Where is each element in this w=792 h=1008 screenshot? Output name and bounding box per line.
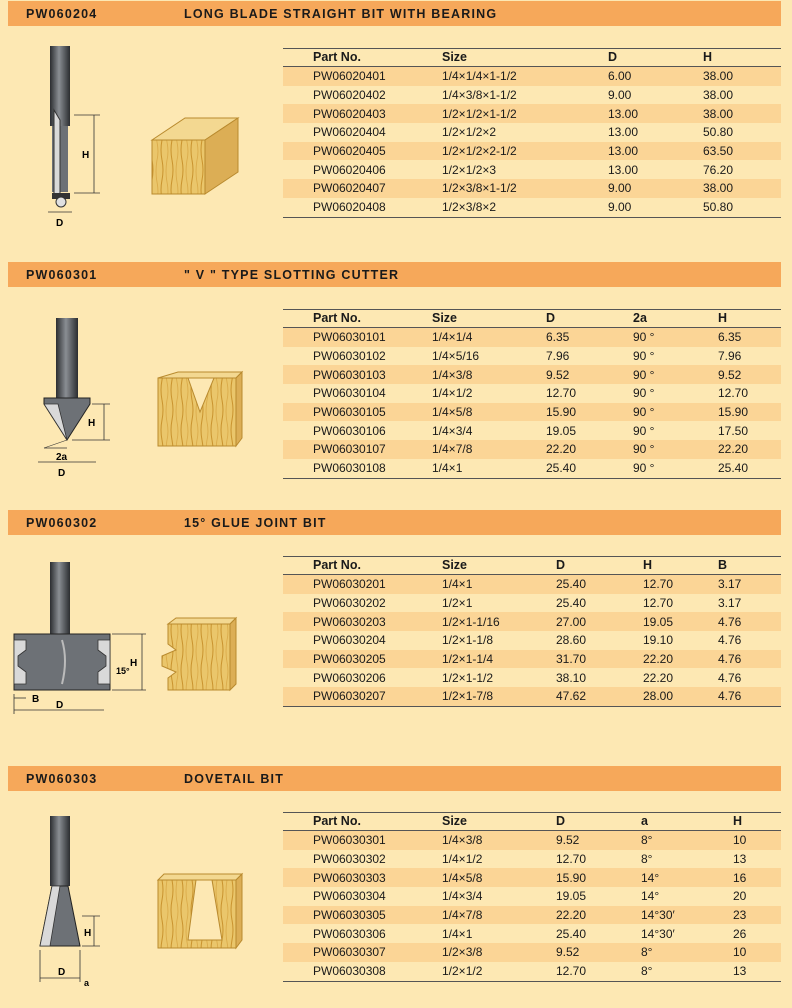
spec-cell: 12.70 <box>556 962 641 981</box>
spec-cell: 25.40 <box>718 459 781 478</box>
spec-cell: 16 <box>733 868 781 887</box>
spec-cell: 38.00 <box>703 179 781 198</box>
part-number-cell: PW06020403 <box>283 104 442 123</box>
spec-cell: 1/4×7/8 <box>442 906 556 925</box>
part-number-cell: PW06030301 <box>283 831 442 850</box>
column-header: Size <box>442 813 556 831</box>
part-number-cell: PW06030106 <box>313 423 386 438</box>
spec-cell: 6.35 <box>546 328 633 347</box>
dimension-d-label: D <box>56 700 64 711</box>
spec-cell: 1/2×1-1/2 <box>442 670 494 685</box>
spec-table-pw060303 <box>283 812 781 982</box>
part-number-cell: PW06030205 <box>283 650 442 669</box>
spec-cell: 22.20 <box>643 650 718 669</box>
spec-cell: 1/4×1 <box>432 459 546 478</box>
spec-cell: 6.00 <box>608 67 703 86</box>
spec-cell: 90 ° <box>633 440 718 459</box>
column-header: D <box>608 49 703 67</box>
table-row <box>283 962 781 981</box>
spec-cell: 63.50 <box>703 142 781 161</box>
spec-cell: 14°30′ <box>641 906 733 925</box>
spec-cell: 14° <box>641 889 660 904</box>
spec-cell: 9.00 <box>608 179 703 198</box>
spec-cell: 14°30′ <box>641 926 675 941</box>
spec-cell: 8° <box>641 962 733 981</box>
part-number-cell: PW06020402 <box>313 88 386 103</box>
part-number-cell: PW06030103 <box>283 365 432 384</box>
spec-cell: 25.40 <box>556 926 587 941</box>
part-number-cell: PW06020408 <box>283 198 442 217</box>
spec-cell: 4.76 <box>718 650 781 669</box>
spec-cell: 13.00 <box>608 104 703 123</box>
spec-cell: 90 ° <box>633 349 655 364</box>
spec-cell: 4.76 <box>718 633 742 648</box>
dimension-h-label: H <box>84 928 92 939</box>
spec-cell: 9.00 <box>608 198 703 217</box>
spec-cell: 19.05 <box>546 423 577 438</box>
section-title: LONG BLADE STRAIGHT BIT WITH BEARING <box>184 7 498 21</box>
column-header: H <box>733 813 781 831</box>
spec-cell: 1/4×3/8 <box>432 365 546 384</box>
spec-cell: 4.76 <box>718 687 781 706</box>
part-number-cell: PW06030204 <box>313 633 386 648</box>
spec-cell: 25.40 <box>556 575 643 594</box>
spec-cell: 15.90 <box>718 403 781 422</box>
spec-cell: 3.17 <box>718 575 781 594</box>
spec-cell: 8° <box>641 831 733 850</box>
spec-cell: 9.52 <box>546 365 633 384</box>
dimension-h-label: H <box>82 150 90 161</box>
spec-cell: 15.90 <box>556 868 641 887</box>
spec-cell: 28.00 <box>643 687 718 706</box>
spec-cell: 90 ° <box>633 403 718 422</box>
spec-cell: 25.40 <box>546 459 633 478</box>
spec-cell: 1/2×1/2 <box>442 962 556 981</box>
column-header: Size <box>442 49 608 67</box>
part-number-cell: PW06030203 <box>283 612 442 631</box>
part-number-cell: PW06030305 <box>283 906 442 925</box>
dovetail-bit-diagram <box>0 0 260 1008</box>
spec-cell: 1/4×3/8 <box>442 831 556 850</box>
spec-cell: 3.17 <box>718 596 742 611</box>
spec-cell: 9.52 <box>556 831 641 850</box>
spec-cell: 1/4×5/8 <box>442 868 556 887</box>
spec-cell: 4.76 <box>718 612 781 631</box>
spec-cell: 1/4×1/4×1-1/2 <box>442 67 608 86</box>
spec-cell: 12.70 <box>556 852 587 867</box>
column-header: D <box>556 557 643 575</box>
table-body <box>283 831 781 982</box>
spec-cell: 1/2×1/2×2 <box>442 125 497 140</box>
section-code: PW060204 <box>26 7 98 21</box>
spec-cell: 12.70 <box>643 575 718 594</box>
spec-cell: 1/4×5/16 <box>432 349 480 364</box>
part-number-cell: PW06030308 <box>283 962 442 981</box>
spec-cell: 1/2×1-7/8 <box>442 687 556 706</box>
dimension-d-label: D <box>58 967 66 978</box>
part-number-cell: PW06030202 <box>313 596 386 611</box>
spec-cell: 27.00 <box>556 612 643 631</box>
column-header: Size <box>432 310 546 328</box>
table-row <box>283 943 781 962</box>
wood-block-dovetail <box>158 880 236 948</box>
spec-cell: 7.96 <box>718 349 742 364</box>
spec-cell: 50.80 <box>703 198 781 217</box>
dimension-d-label: D <box>58 468 66 479</box>
table-row <box>283 850 781 869</box>
spec-cell: 1/2×1-1/16 <box>442 612 556 631</box>
part-number-cell: PW06030302 <box>313 852 386 867</box>
dimension-a-label: a <box>84 978 90 988</box>
column-header: B <box>718 557 781 575</box>
spec-cell: 20 <box>733 889 747 904</box>
spec-cell: 1/4×1/2 <box>432 386 473 401</box>
table-row <box>283 868 781 887</box>
section-code: PW060302 <box>26 516 98 530</box>
table-row <box>283 924 781 943</box>
spec-cell: 90 ° <box>633 459 718 478</box>
table-row <box>283 887 781 906</box>
spec-cell: 8° <box>641 852 653 867</box>
column-header: D <box>556 813 641 831</box>
table-row <box>283 831 781 850</box>
column-header: Size <box>442 557 556 575</box>
spec-cell: 1/4×1/2 <box>442 852 483 867</box>
column-header: 2a <box>633 310 718 328</box>
spec-cell: 15.90 <box>546 403 633 422</box>
part-number-cell: PW06030207 <box>283 687 442 706</box>
part-number-cell: PW06020404 <box>313 125 386 140</box>
column-header: Part No. <box>283 813 442 831</box>
table-row <box>283 906 781 925</box>
dimension-b-label: B <box>32 694 40 705</box>
section-title: DOVETAIL BIT <box>184 772 285 786</box>
spec-cell: 1/4×1/4 <box>432 328 546 347</box>
spec-cell: 6.35 <box>718 328 781 347</box>
part-number-cell: PW06030206 <box>313 670 386 685</box>
spec-cell: 22.20 <box>546 440 633 459</box>
spec-cell: 90 ° <box>633 386 655 401</box>
spec-cell: 1/2×1/2×1-1/2 <box>442 104 608 123</box>
spec-cell: 1/2×1 <box>442 596 473 611</box>
spec-cell: 1/4×3/8×1-1/2 <box>442 88 517 103</box>
spec-cell: 28.60 <box>556 633 587 648</box>
part-number-cell: PW06030107 <box>283 440 432 459</box>
part-number-cell: PW06020406 <box>313 162 386 177</box>
column-header: Part No. <box>283 49 442 67</box>
bit-shank <box>50 816 70 886</box>
dimension-h-label: H <box>88 418 96 429</box>
spec-cell: 7.96 <box>546 349 570 364</box>
spec-cell: 10 <box>733 831 781 850</box>
spec-cell: 1/4×3/4 <box>442 889 483 904</box>
spec-cell: 9.52 <box>718 365 781 384</box>
section-code: PW060301 <box>26 268 98 282</box>
spec-cell: 12.70 <box>718 386 749 401</box>
part-number-cell: PW06030105 <box>283 403 432 422</box>
column-header: a <box>641 813 733 831</box>
spec-cell: 50.80 <box>703 125 734 140</box>
spec-cell: 13 <box>733 962 781 981</box>
section-code: PW060303 <box>26 772 98 786</box>
dimension-d-label: D <box>56 218 64 229</box>
spec-cell: 1/2×1-1/8 <box>442 633 494 648</box>
spec-cell: 1/4×7/8 <box>432 440 546 459</box>
spec-cell: 19.05 <box>643 612 718 631</box>
spec-cell: 1/2×1/2×2-1/2 <box>442 142 608 161</box>
spec-cell: 4.76 <box>718 670 742 685</box>
spec-cell: 31.70 <box>556 650 643 669</box>
dimension-h-label: H <box>130 658 138 669</box>
spec-cell: 90 ° <box>633 328 718 347</box>
part-number-cell: PW06020407 <box>283 179 442 198</box>
spec-cell: 26 <box>733 926 747 941</box>
spec-cell: 22.20 <box>643 670 674 685</box>
spec-cell: 1/2×3/8×2 <box>442 198 608 217</box>
section-title: " V " TYPE SLOTTING CUTTER <box>184 268 400 282</box>
part-number-cell: PW06030307 <box>283 943 442 962</box>
column-header: Part No. <box>283 310 432 328</box>
spec-cell: 13.00 <box>608 125 639 140</box>
part-number-cell: PW06030304 <box>313 889 386 904</box>
spec-cell: 38.10 <box>556 670 587 685</box>
spec-cell: 38.00 <box>703 104 781 123</box>
spec-cell: 22.20 <box>718 440 781 459</box>
spec-cell: 19.05 <box>556 889 587 904</box>
part-number-cell: PW06030102 <box>313 349 386 364</box>
spec-cell: 19.10 <box>643 633 674 648</box>
spec-cell: 38.00 <box>703 67 781 86</box>
spec-cell: 12.70 <box>546 386 577 401</box>
spec-cell: 1/4×3/4 <box>432 423 473 438</box>
spec-cell: 76.20 <box>703 162 734 177</box>
spec-cell: 1/4×1 <box>442 926 473 941</box>
spec-cell: 1/4×5/8 <box>432 403 546 422</box>
spec-cell: 1/2×1/2×3 <box>442 162 497 177</box>
spec-cell: 12.70 <box>643 596 674 611</box>
dimension-2a-label: 2a <box>56 452 68 463</box>
spec-cell: 1/2×1-1/4 <box>442 650 556 669</box>
spec-cell: 9.00 <box>608 88 632 103</box>
spec-cell: 1/2×3/8×1-1/2 <box>442 179 608 198</box>
part-number-cell: PW06030201 <box>283 575 442 594</box>
spec-cell: 22.20 <box>556 906 641 925</box>
column-header: H <box>703 49 781 67</box>
part-number-cell: PW06030306 <box>313 926 386 941</box>
spec-cell: 13.00 <box>608 162 639 177</box>
column-header: H <box>643 557 718 575</box>
spec-cell: 10 <box>733 943 781 962</box>
section-title: 15° GLUE JOINT BIT <box>184 516 327 530</box>
part-number-cell: PW06030104 <box>313 386 386 401</box>
spec-cell: 90 ° <box>633 365 718 384</box>
spec-cell: 38.00 <box>703 88 734 103</box>
spec-cell: 23 <box>733 906 781 925</box>
spec-cell: 9.52 <box>556 943 641 962</box>
part-number-cell: PW06030303 <box>283 868 442 887</box>
spec-cell: 1/2×3/8 <box>442 943 556 962</box>
spec-cell: 90 ° <box>633 423 655 438</box>
spec-cell: 13.00 <box>608 142 703 161</box>
spec-cell: 13 <box>733 852 747 867</box>
spec-cell: 1/4×1 <box>442 575 556 594</box>
column-header: H <box>718 310 781 328</box>
column-header: D <box>546 310 633 328</box>
part-number-cell: PW06030101 <box>283 328 432 347</box>
angle-15-label: 15° <box>116 666 130 676</box>
spec-cell: 47.62 <box>556 687 643 706</box>
spec-cell: 14° <box>641 868 733 887</box>
spec-cell: 17.50 <box>718 423 749 438</box>
table-header-row <box>283 813 781 831</box>
spec-cell: 25.40 <box>556 596 587 611</box>
spec-cell: 8° <box>641 943 733 962</box>
column-header: Part No. <box>283 557 442 575</box>
part-number-cell: PW06020401 <box>283 67 442 86</box>
part-number-cell: PW06020405 <box>283 142 442 161</box>
part-number-cell: PW06030108 <box>283 459 432 478</box>
